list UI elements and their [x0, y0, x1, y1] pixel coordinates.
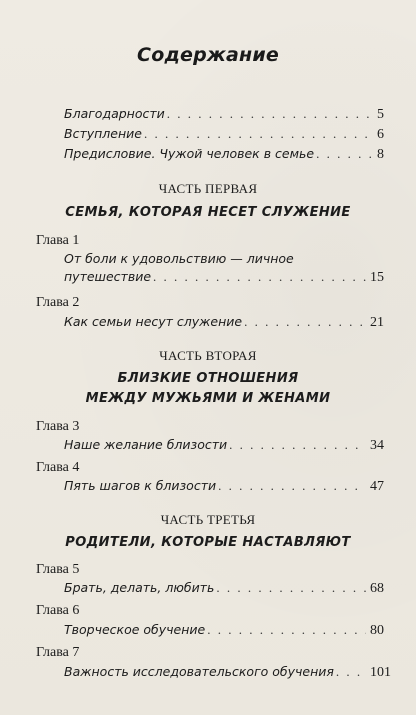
toc-entry-label: путешествие: [64, 269, 152, 284]
leader-dots: [336, 664, 366, 680]
chapter-label: Глава 2: [36, 295, 80, 310]
toc-page-number: 101: [370, 665, 391, 680]
toc-page-number: 34: [370, 438, 384, 453]
chapter-title-line: От боли к удовольствию — личное: [64, 251, 294, 266]
chapter-label: Глава 3: [36, 419, 80, 434]
part-label: ЧАСТЬ ВТОРАЯ: [159, 348, 257, 363]
part-title: БЛИЗКИЕ ОТНОШЕНИЯ: [117, 371, 299, 386]
leader-dots: [229, 437, 366, 453]
toc-entry-chapter-2: [64, 314, 384, 331]
toc-page-number: 5: [377, 107, 384, 122]
toc-entry-chapter-1: [64, 269, 384, 286]
part-title: МЕЖДУ МУЖЬЯМИ И ЖЕНАМИ: [85, 391, 331, 406]
part-label: ЧАСТЬ ПЕРВАЯ: [158, 181, 258, 196]
toc-page-number: 47: [370, 479, 384, 494]
toc-entry-label: Творческое обучение: [64, 622, 206, 637]
leader-dots: [216, 580, 366, 596]
toc-page-number: 8: [377, 147, 384, 162]
leader-dots: [144, 126, 373, 142]
toc-entry-chapter-4: [64, 478, 384, 495]
toc-entry-chapter-6: [64, 622, 384, 639]
part-label: ЧАСТЬ ТРЕТЬЯ: [160, 512, 256, 527]
leader-dots: [153, 269, 366, 285]
leader-dots: [207, 622, 366, 638]
toc-entry-label: Как семьи несут служение: [64, 314, 243, 329]
leader-dots: [167, 106, 373, 122]
toc-entry-acknowledgements: [64, 106, 384, 123]
toc-page-number: 80: [370, 623, 384, 638]
toc-entry-preface: [64, 146, 384, 163]
chapter-label: Глава 7: [36, 645, 80, 660]
toc-entry-introduction: [64, 126, 384, 143]
toc-entry-chapter-3: [64, 437, 384, 454]
toc-entry-label: Брать, делать, любить: [64, 580, 215, 595]
chapter-label: Глава 4: [36, 460, 80, 475]
toc-entry-label: Вступление: [64, 126, 142, 141]
toc-entry-label: Наше желание близости: [64, 437, 228, 452]
part-title: СЕМЬЯ, КОТОРАЯ НЕСЕТ СЛУЖЕНИЕ: [65, 205, 351, 220]
toc-entry-chapter-5: [64, 580, 384, 597]
chapter-label: Глава 5: [36, 562, 80, 577]
leader-dots: [244, 314, 366, 330]
toc-entry-label: Важность исследовательского обучения: [64, 664, 334, 679]
toc-entry-label: Предисловие. Чужой человек в семье: [64, 146, 315, 161]
toc-entry-label: Пять шагов к близости: [64, 478, 217, 493]
toc-page-number: 68: [370, 581, 384, 596]
contents-title: Содержание: [137, 44, 279, 66]
toc-page-number: 6: [377, 127, 384, 142]
leader-dots: [316, 146, 373, 162]
toc-page-number: 15: [370, 270, 384, 285]
toc-page-number: 21: [370, 315, 384, 330]
leader-dots: [218, 478, 366, 494]
toc-entry-chapter-7: [64, 664, 391, 681]
part-title: РОДИТЕЛИ, КОТОРЫЕ НАСТАВЛЯЮТ: [65, 535, 351, 550]
chapter-label: Глава 6: [36, 603, 80, 618]
chapter-label: Глава 1: [36, 233, 80, 248]
toc-entry-label: Благодарности: [64, 106, 165, 121]
